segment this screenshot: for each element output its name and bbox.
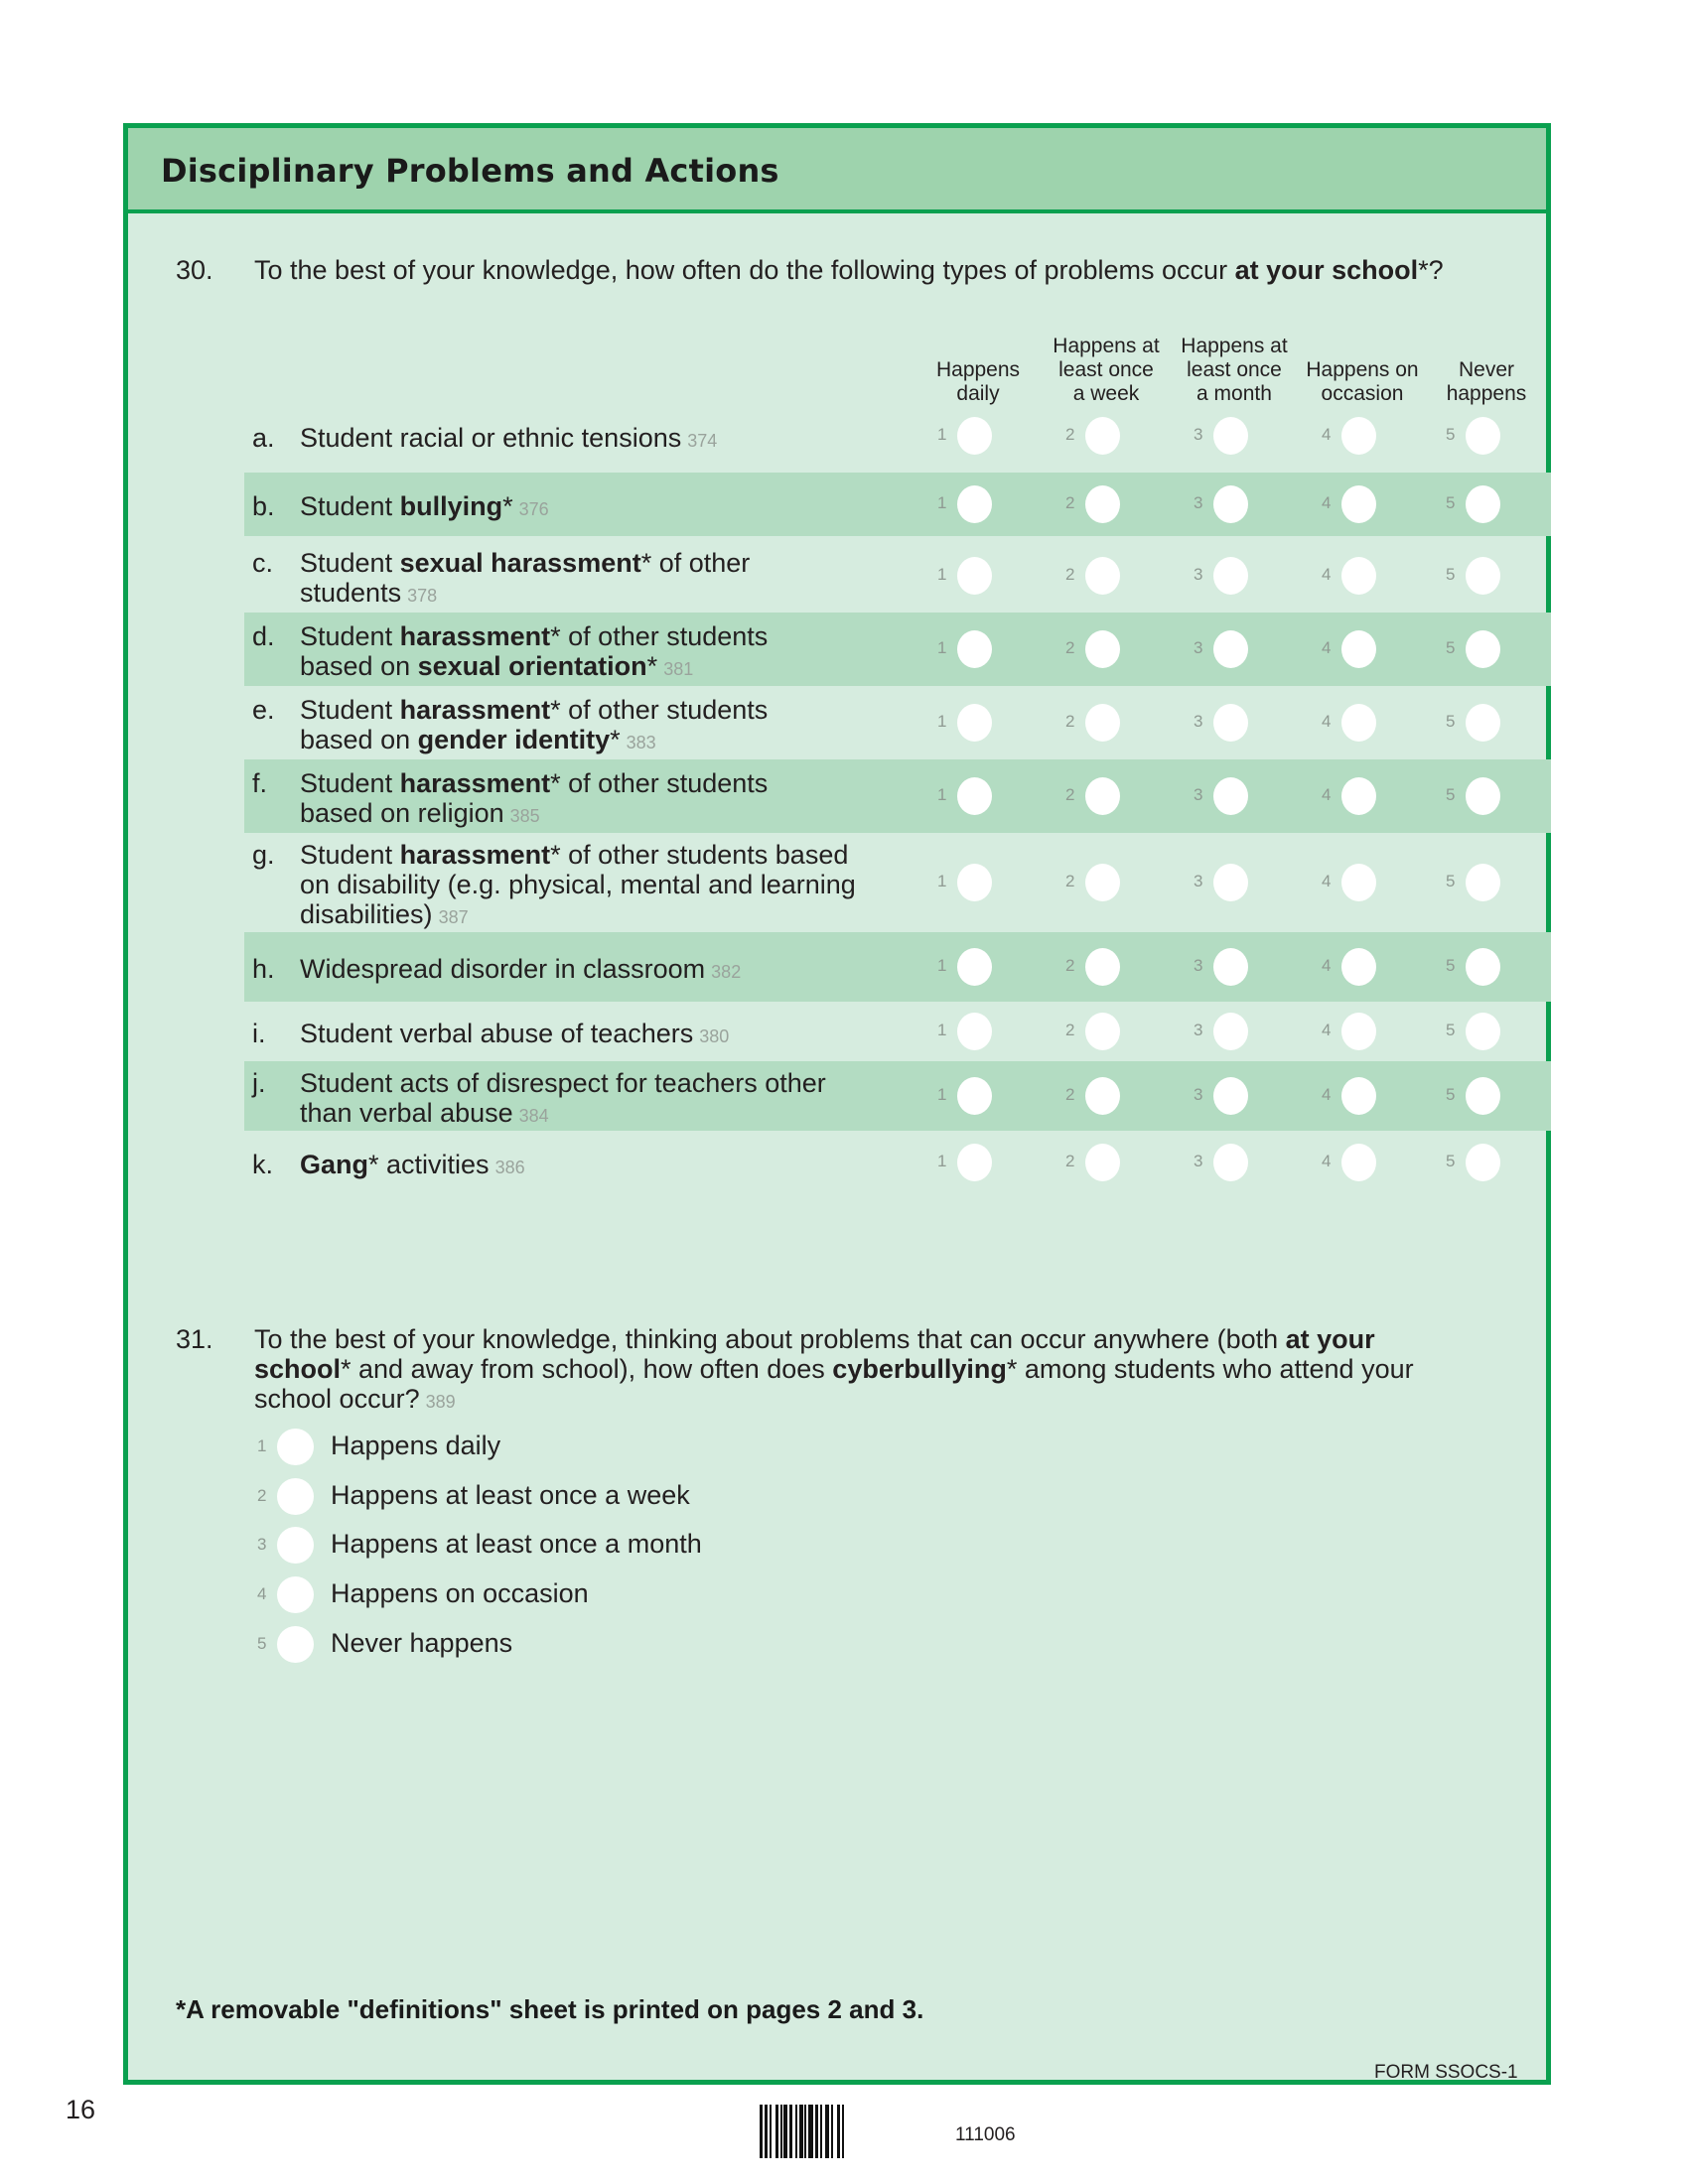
item-label-text: * of other students based on (300, 695, 769, 754)
response-option-3[interactable] (1194, 777, 1253, 817)
column-header-5 (1422, 333, 1551, 406)
option-label: Never happens (331, 1628, 513, 1658)
q31-option-1[interactable] (257, 1429, 853, 1468)
response-option-2[interactable] (1065, 1077, 1125, 1117)
option-code: 5 (1446, 1085, 1456, 1104)
radio-bubble-icon[interactable] (1085, 1077, 1120, 1115)
response-option-1[interactable] (937, 1013, 997, 1052)
radio-bubble-icon[interactable] (1466, 417, 1500, 455)
item-label (300, 695, 826, 757)
item-code: 381 (663, 659, 694, 679)
option-code: 4 (1322, 638, 1332, 657)
radio-bubble-icon[interactable] (1341, 1013, 1376, 1050)
option-code: 5 (1446, 785, 1456, 804)
item-label (300, 954, 826, 987)
item-label (300, 423, 826, 456)
item-code: 380 (699, 1026, 730, 1046)
response-option-4[interactable] (1322, 1077, 1381, 1117)
response-option-2[interactable] (1065, 485, 1125, 525)
q30-text-bold: at your school (1234, 255, 1419, 285)
response-option-3[interactable] (1194, 485, 1253, 525)
q30-item-row (244, 1002, 1551, 1061)
q30-item-row (244, 1061, 1551, 1131)
radio-bubble-icon[interactable] (1213, 704, 1248, 742)
item-label-text: Student (300, 695, 400, 725)
response-option-2[interactable] (1065, 704, 1125, 744)
column-header-line: Happens at (1181, 335, 1288, 357)
response-option-5[interactable] (1446, 485, 1505, 525)
q31-option-4[interactable] (257, 1576, 853, 1616)
option-code: 5 (1446, 565, 1456, 584)
option-code: 2 (1065, 638, 1075, 657)
response-option-4[interactable] (1322, 1013, 1381, 1052)
radio-bubble-icon[interactable] (1085, 557, 1120, 595)
item-code: 387 (438, 907, 469, 927)
option-code: 4 (1322, 872, 1332, 890)
radio-bubble-icon[interactable] (1341, 630, 1376, 668)
radio-bubble-icon[interactable] (1341, 417, 1376, 455)
radio-bubble-icon[interactable] (1466, 704, 1500, 742)
radio-bubble-icon[interactable] (1085, 485, 1120, 523)
q30-text-post: *? (1418, 255, 1444, 285)
item-code: 385 (509, 806, 540, 826)
column-header-line: a month (1196, 382, 1272, 405)
q30-text (254, 255, 1545, 285)
option-label: Happens at least once a week (331, 1480, 690, 1510)
option-code: 2 (257, 1486, 267, 1505)
response-option-2[interactable] (1065, 948, 1125, 988)
q30-item-row (244, 473, 1551, 536)
option-code: 5 (1446, 712, 1456, 731)
response-option-3[interactable] (1194, 948, 1253, 988)
response-option-4[interactable] (1322, 1144, 1381, 1183)
response-option-1[interactable] (937, 864, 997, 903)
item-code: 382 (711, 962, 742, 982)
column-header-line: occasion (1321, 382, 1404, 405)
response-option-5[interactable] (1446, 1144, 1505, 1183)
item-letter: b. (252, 491, 275, 521)
radio-bubble-icon[interactable] (277, 1429, 314, 1465)
barcode-bar (842, 2105, 844, 2158)
response-option-1[interactable] (937, 1144, 997, 1183)
column-header-1 (914, 333, 1043, 406)
option-code: 4 (1322, 425, 1332, 444)
radio-bubble-icon[interactable] (1085, 864, 1120, 901)
response-option-1[interactable] (937, 1077, 997, 1117)
radio-bubble-icon[interactable] (1213, 1077, 1248, 1115)
radio-bubble-icon[interactable] (1466, 1077, 1500, 1115)
item-label-text: * (502, 491, 513, 521)
q30-item-row (244, 759, 1551, 833)
item-letter: g. (252, 840, 275, 870)
item-letter: k. (252, 1150, 274, 1179)
response-option-4[interactable] (1322, 777, 1381, 817)
q30-item-row (244, 1131, 1551, 1194)
option-code: 3 (1194, 425, 1203, 444)
radio-bubble-icon[interactable] (1341, 1077, 1376, 1115)
item-label-text: Student acts of disrespect for teachers other than verbal abuse (300, 1068, 826, 1128)
q30-text-pre: To the best of your knowledge, how often do the following types of problems occur (254, 255, 1235, 285)
item-letter: c. (252, 548, 274, 578)
item-label (300, 1019, 826, 1051)
option-code: 1 (937, 1021, 947, 1039)
radio-bubble-icon[interactable] (1085, 777, 1120, 815)
response-option-2[interactable] (1065, 630, 1125, 670)
radio-bubble-icon[interactable] (1466, 557, 1500, 595)
response-option-5[interactable] (1446, 557, 1505, 597)
item-code: 384 (518, 1106, 549, 1126)
option-code: 1 (937, 785, 947, 804)
item-label-text: * of other students based on disability (e.g. physical, mental and learning disabilities) (300, 840, 856, 929)
radio-bubble-icon[interactable] (1341, 864, 1376, 901)
radio-bubble-icon[interactable] (957, 1077, 992, 1115)
response-option-3[interactable] (1194, 557, 1253, 597)
column-header-3 (1170, 333, 1299, 406)
column-header-line: Happens at (1053, 335, 1160, 357)
option-code: 3 (1194, 1085, 1203, 1104)
radio-bubble-icon[interactable] (1466, 1144, 1500, 1181)
column-header-line: Happens (935, 358, 1021, 381)
item-label-text: Student (300, 840, 400, 870)
radio-bubble-icon[interactable] (1466, 485, 1500, 523)
radio-bubble-icon[interactable] (957, 864, 992, 901)
response-option-5[interactable] (1446, 777, 1505, 817)
response-option-5[interactable] (1446, 417, 1505, 457)
radio-bubble-icon[interactable] (1341, 704, 1376, 742)
radio-bubble-icon[interactable] (957, 417, 992, 455)
response-option-4[interactable] (1322, 864, 1381, 903)
section-header (128, 128, 1546, 213)
q31-text-part: To the best of your knowledge, thinking about problems that can occur anywhere (both (254, 1324, 1286, 1354)
item-letter: d. (252, 621, 275, 651)
q30-item-row (244, 406, 1551, 466)
column-header-line: Happens on (1306, 358, 1419, 381)
q30-item-row (244, 833, 1551, 932)
option-code: 2 (1065, 1021, 1075, 1039)
option-code: 3 (1194, 1021, 1203, 1039)
column-header-line: least once (1187, 358, 1282, 381)
response-option-2[interactable] (1065, 1144, 1125, 1183)
column-header-line: a week (1072, 382, 1140, 405)
item-label-text: * activities (368, 1150, 490, 1179)
barcode (760, 2105, 938, 2158)
item-letter: f. (252, 768, 268, 798)
item-code: 374 (687, 431, 718, 451)
item-label-text: Student racial or ethnic tensions (300, 423, 682, 453)
option-code: 4 (1322, 1021, 1332, 1039)
option-code: 2 (1065, 493, 1075, 512)
radio-bubble-icon[interactable] (1341, 777, 1376, 815)
radio-bubble-icon[interactable] (1085, 1013, 1120, 1050)
q30-item-row (244, 539, 1551, 613)
option-code: 3 (1194, 493, 1203, 512)
item-label-text: Student (300, 491, 400, 521)
item-code: 383 (626, 733, 656, 752)
radio-bubble-icon[interactable] (1466, 1013, 1500, 1050)
option-code: 5 (1446, 956, 1456, 975)
column-header-line: Never (1458, 358, 1514, 381)
response-option-3[interactable] (1194, 417, 1253, 457)
q31-option-2[interactable] (257, 1478, 853, 1518)
option-code: 1 (937, 956, 947, 975)
definitions-footnote: *A removable "definitions" sheet is printed on pages 2 and 3. (176, 1994, 924, 2024)
item-label-text: Student verbal abuse of teachers (300, 1019, 694, 1048)
response-option-3[interactable] (1194, 1144, 1253, 1183)
response-option-4[interactable] (1322, 630, 1381, 670)
item-letter: i. (252, 1019, 266, 1048)
column-header-line: daily (956, 382, 1000, 405)
radio-bubble-icon[interactable] (1341, 948, 1376, 986)
option-code: 3 (257, 1535, 267, 1554)
option-code: 3 (1194, 565, 1203, 584)
option-code: 1 (937, 493, 947, 512)
option-code: 4 (1322, 565, 1332, 584)
option-code: 2 (1065, 1152, 1075, 1170)
response-option-5[interactable] (1446, 1077, 1505, 1117)
radio-bubble-icon[interactable] (1213, 777, 1248, 815)
response-option-3[interactable] (1194, 704, 1253, 744)
q31-code: 389 (425, 1392, 456, 1412)
q31-text-bold: cyberbullying (832, 1354, 1007, 1384)
response-option-1[interactable] (937, 704, 997, 744)
response-option-2[interactable] (1065, 777, 1125, 817)
option-code: 3 (1194, 956, 1203, 975)
radio-bubble-icon[interactable] (1213, 1013, 1248, 1050)
option-code: 4 (257, 1584, 267, 1603)
radio-bubble-icon[interactable] (957, 485, 992, 523)
column-header-4 (1298, 333, 1427, 406)
radio-bubble-icon[interactable] (1085, 417, 1120, 455)
option-code: 5 (1446, 425, 1456, 444)
option-code: 5 (1446, 872, 1456, 890)
response-option-3[interactable] (1194, 630, 1253, 670)
option-code: 3 (1194, 785, 1203, 804)
item-label-bold: bullying (399, 491, 503, 521)
option-code: 1 (937, 1085, 947, 1104)
radio-bubble-icon[interactable] (1085, 1144, 1120, 1181)
q31-text (254, 1324, 1436, 1417)
option-code: 1 (257, 1436, 267, 1455)
response-option-4[interactable] (1322, 485, 1381, 525)
barcode-number: 111006 (955, 2124, 1016, 2145)
q31-option-3[interactable] (257, 1527, 853, 1567)
item-label-bold: harassment (399, 840, 551, 870)
item-label-bold: harassment (399, 768, 551, 798)
item-label (300, 768, 826, 831)
radio-bubble-icon[interactable] (1341, 1144, 1376, 1181)
option-code: 1 (937, 565, 947, 584)
radio-bubble-icon[interactable] (1466, 777, 1500, 815)
radio-bubble-icon[interactable] (1213, 417, 1248, 455)
option-code: 5 (1446, 493, 1456, 512)
radio-bubble-icon[interactable] (1466, 948, 1500, 986)
option-code: 1 (937, 872, 947, 890)
response-option-4[interactable] (1322, 704, 1381, 744)
radio-bubble-icon[interactable] (1341, 485, 1376, 523)
item-label (300, 548, 826, 611)
item-label (300, 1150, 826, 1182)
item-label (300, 621, 826, 684)
item-label-bold: harassment (399, 695, 551, 725)
option-code: 5 (257, 1634, 267, 1653)
radio-bubble-icon[interactable] (957, 777, 992, 815)
page-number: 16 (66, 2095, 96, 2124)
radio-bubble-icon[interactable] (957, 1144, 992, 1181)
option-code: 5 (1446, 638, 1456, 657)
q31-number: 31. (176, 1324, 213, 1354)
section-title: Disciplinary Problems and Actions (161, 152, 779, 190)
option-code: 5 (1446, 1021, 1456, 1039)
item-label (300, 491, 826, 524)
response-option-4[interactable] (1322, 557, 1381, 597)
item-letter: h. (252, 954, 275, 984)
radio-bubble-icon[interactable] (1213, 1144, 1248, 1181)
item-label-text: Student (300, 548, 400, 578)
q31-option-5[interactable] (257, 1626, 853, 1666)
q31-text-part: * among students who attend your school occur? (254, 1354, 1414, 1414)
item-label (300, 840, 856, 932)
option-label: Happens at least once a month (331, 1529, 702, 1559)
option-code: 1 (937, 425, 947, 444)
radio-bubble-icon[interactable] (277, 1478, 314, 1515)
response-option-1[interactable] (937, 485, 997, 525)
radio-bubble-icon[interactable] (1466, 630, 1500, 668)
column-header-2 (1042, 333, 1171, 406)
item-label-bold: harassment (399, 621, 551, 651)
option-code: 2 (1065, 565, 1075, 584)
response-option-2[interactable] (1065, 864, 1125, 903)
item-label-bold: sexual harassment (399, 548, 641, 578)
response-option-4[interactable] (1322, 948, 1381, 988)
column-header-line: happens (1446, 382, 1527, 405)
item-code: 386 (494, 1158, 525, 1177)
radio-bubble-icon[interactable] (957, 630, 992, 668)
response-option-1[interactable] (937, 557, 997, 597)
radio-bubble-icon[interactable] (277, 1527, 314, 1564)
item-label-bold: gender identity (417, 725, 611, 754)
radio-bubble-icon[interactable] (957, 948, 992, 986)
q30-number: 30. (176, 255, 213, 285)
item-label-text: * (610, 725, 621, 754)
item-label-text: Student (300, 768, 400, 798)
option-code: 2 (1065, 785, 1075, 804)
radio-bubble-icon[interactable] (1213, 948, 1248, 986)
radio-bubble-icon[interactable] (1085, 948, 1120, 986)
radio-bubble-icon[interactable] (1466, 864, 1500, 901)
radio-bubble-icon[interactable] (1085, 630, 1120, 668)
option-code: 3 (1194, 638, 1203, 657)
item-code: 378 (407, 586, 438, 606)
q30-item-row (244, 932, 1551, 1002)
option-label: Happens daily (331, 1431, 501, 1460)
item-letter: j. (252, 1068, 266, 1098)
option-code: 3 (1194, 872, 1203, 890)
radio-bubble-icon[interactable] (277, 1576, 314, 1613)
response-option-1[interactable] (937, 630, 997, 670)
q31-text-part: * and away from school), how often does (341, 1354, 833, 1384)
response-option-5[interactable] (1446, 704, 1505, 744)
response-option-5[interactable] (1446, 948, 1505, 988)
option-code: 4 (1322, 956, 1332, 975)
column-header-line: least once (1058, 358, 1154, 381)
radio-bubble-icon[interactable] (1213, 864, 1248, 901)
form-id: FORM SSOCS-1 (1374, 2062, 1518, 2083)
item-letter: e. (252, 695, 275, 725)
response-option-1[interactable] (937, 417, 997, 457)
radio-bubble-icon[interactable] (957, 704, 992, 742)
option-code: 2 (1065, 872, 1075, 890)
item-label-text: Student (300, 621, 400, 651)
radio-bubble-icon[interactable] (1213, 485, 1248, 523)
radio-bubble-icon[interactable] (1213, 630, 1248, 668)
response-option-5[interactable] (1446, 864, 1505, 903)
option-code: 4 (1322, 785, 1332, 804)
response-option-4[interactable] (1322, 417, 1381, 457)
item-label-text: * (646, 651, 658, 681)
response-option-2[interactable] (1065, 1013, 1125, 1052)
option-code: 1 (937, 1152, 947, 1170)
option-code: 2 (1065, 712, 1075, 731)
radio-bubble-icon[interactable] (1213, 557, 1248, 595)
option-code: 3 (1194, 1152, 1203, 1170)
response-option-3[interactable] (1194, 1013, 1253, 1052)
response-option-2[interactable] (1065, 417, 1125, 457)
option-code: 3 (1194, 712, 1203, 731)
item-label-bold: sexual orientation (417, 651, 647, 681)
item-label-text: * of other students based on religion (300, 768, 769, 828)
radio-bubble-icon[interactable] (1085, 704, 1120, 742)
response-option-3[interactable] (1194, 1077, 1253, 1117)
option-label: Happens on occasion (331, 1578, 589, 1608)
radio-bubble-icon[interactable] (957, 557, 992, 595)
option-code: 2 (1065, 1085, 1075, 1104)
option-code: 2 (1065, 425, 1075, 444)
option-code: 2 (1065, 956, 1075, 975)
q31-text-bold: at your school (254, 1324, 1375, 1384)
option-code: 4 (1322, 493, 1332, 512)
item-label-text: Widespread disorder in classroom (300, 954, 706, 984)
item-label-text: * of other students based on (300, 621, 769, 681)
item-letter: a. (252, 423, 275, 453)
response-option-5[interactable] (1446, 630, 1505, 670)
response-option-1[interactable] (937, 777, 997, 817)
option-code: 4 (1322, 1085, 1332, 1104)
option-code: 1 (937, 638, 947, 657)
item-label (300, 1068, 826, 1131)
item-label-text: * of other students (300, 548, 751, 608)
item-code: 376 (518, 499, 549, 519)
response-option-3[interactable] (1194, 864, 1253, 903)
item-label-bold: Gang (300, 1150, 369, 1179)
response-option-5[interactable] (1446, 1013, 1505, 1052)
option-code: 4 (1322, 712, 1332, 731)
q30-item-row (244, 613, 1551, 686)
radio-bubble-icon[interactable] (957, 1013, 992, 1050)
option-code: 4 (1322, 1152, 1332, 1170)
option-code: 5 (1446, 1152, 1456, 1170)
radio-bubble-icon[interactable] (277, 1626, 314, 1663)
radio-bubble-icon[interactable] (1341, 557, 1376, 595)
response-option-2[interactable] (1065, 557, 1125, 597)
option-code: 1 (937, 712, 947, 731)
q30-item-row (244, 686, 1551, 759)
questionnaire-section (123, 123, 1551, 2085)
response-option-1[interactable] (937, 948, 997, 988)
